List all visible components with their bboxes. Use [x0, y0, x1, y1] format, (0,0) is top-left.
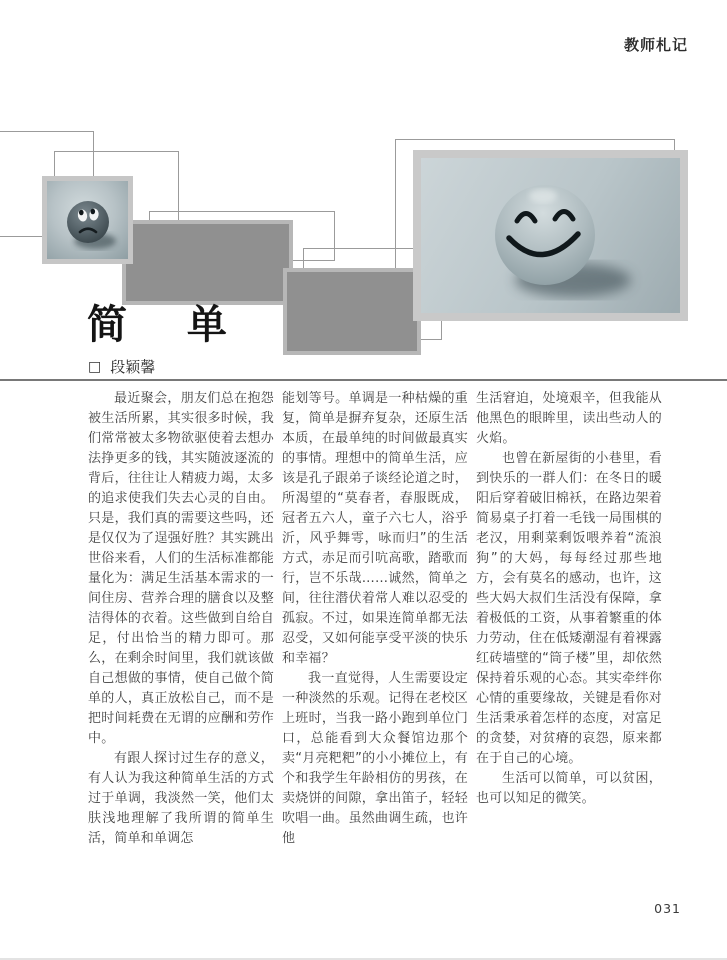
sad-face-ball-photo	[42, 176, 133, 264]
author-name: 段颖馨	[110, 358, 156, 376]
article-title: 简 单	[87, 301, 227, 348]
byline	[88, 356, 155, 377]
text-column-1	[88, 389, 274, 849]
paragraph: 最近聚会，朋友们总在抱怨被生活所累，其实很多时候，我们常常被太多物欲驱使着去想办法挣更多的钱，其实随波逐流的背后，往往让人精疲力竭，太多的追求使我们失去心灵的自由。只是，我们真的需要这些吗，还是仅仅为了逞强好胜？其实跳出世俗来看，人们的生活标准都能量化为：满足生活基本需求的一间住房、营养合理的膳食以及整洁得体的衣着。这些做到自给自足，付出恰当的精力即可。那么，在剩余时间里，我们就该做自己想做的事情，使自己做个简单的人，真正放松自己，而不是把时间耗费在无谓的应酬和劳作中。	[88, 391, 274, 746]
placeholder-block-2	[283, 268, 421, 355]
smiley-face-ball-photo	[413, 150, 688, 321]
article-columns	[88, 389, 662, 849]
paragraph: 生活窘迫，处境艰辛，但我能从他黑色的眼眸里，读出些动人的火焰。	[476, 391, 662, 446]
author-marker-icon: □	[88, 358, 102, 375]
text-column-3	[476, 389, 662, 849]
sad-face-illustration	[47, 181, 128, 259]
section-header-label: 教师札记	[623, 36, 688, 54]
paragraph: 我一直觉得，人生需要设定一种淡然的乐观。记得在老校区上班时，当我一路小跑到单位门口，总能看到大众餐馆边那个卖“月亮粑粑”的小小摊位上，有个和我学生年龄相仿的男孩，在卖烧饼的间隙，拿出笛子，轻轻吹唱一曲。虽然曲调生疏，也许他	[282, 671, 468, 846]
smiley-face-illustration	[421, 158, 680, 313]
paragraph: 能划等号。单调是一种枯燥的重复，简单是摒弃复杂，还原生活本质，在最单纯的时间做最真实的事情。理想中的简单生活，应该是孔子跟弟子谈经论道之时，所渴望的“莫春者，春服既成，冠者五六人，童子六七人，浴乎沂，风乎舞雩，咏而归”的生活方式，赤足而引吭高歌，踏歌而行，岂不乐哉……诚然，简单之间，往往潜伏着常人难以忍受的孤寂。不过，如果连简单都无法忍受，又如何能享受平淡的快乐和幸福？	[282, 391, 468, 666]
header-divider	[0, 379, 727, 381]
placeholder-block-1	[122, 220, 293, 305]
paragraph: 有跟人探讨过生存的意义，有人认为我这种简单生活的方式过于单调，我淡然一笑，他们太肤浅地理解了我所谓的简单生活，简单和单调怎	[88, 751, 274, 846]
text-column-2	[282, 389, 468, 849]
paragraph: 生活可以简单，可以贫困，也可以知足的微笑。	[476, 771, 662, 806]
page-number: 031	[654, 901, 681, 916]
paragraph: 也曾在新屋街的小巷里，看到快乐的一群人们：在冬日的暖阳后穿着破旧棉袄，在路边架着简易桌子打着一毛钱一局围棋的老汉，用剩菜剩饭喂养着“流浪狗”的大妈，每每经过那些地方，会有莫名的感动，也许，这些大妈大叔们生活没有保障，拿着极低的工资，从事着繁重的体力劳动，住在低矮潮湿有着裸露红砖墙壁的“筒子楼”里，却依然保持着乐观的心态。其实牵绊你心情的重要缘故，关键是看你对生活秉承着怎样的态度，对富足的贪婪，对贫瘠的哀怨，原来都在于自己的心境。	[476, 451, 662, 766]
